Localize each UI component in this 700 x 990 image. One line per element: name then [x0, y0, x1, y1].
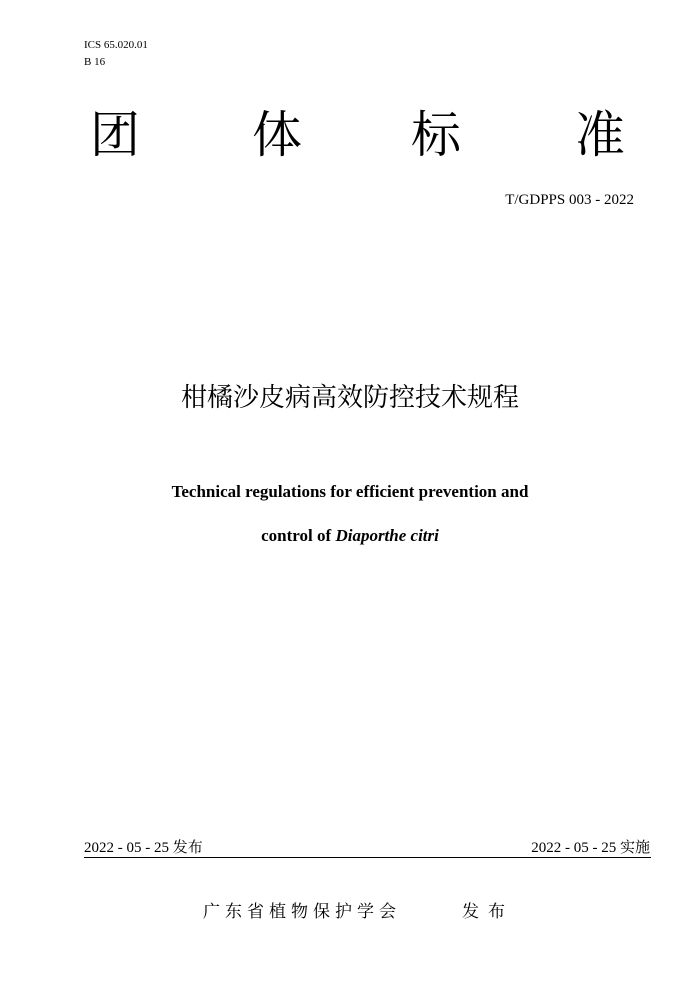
- standard-type-char: 团: [90, 106, 140, 164]
- standard-number: T/GDPPS 003 - 2022: [505, 192, 634, 208]
- english-title-prefix: control of: [261, 526, 336, 545]
- publisher-name: 广东省植物保护学会: [203, 902, 401, 922]
- classification-code: B 16: [84, 56, 106, 68]
- english-title-species: Diaporthe citri: [335, 526, 439, 545]
- issue-date: 2022 - 05 - 25 发布: [84, 840, 203, 856]
- english-title-line-2: [0, 525, 700, 547]
- standard-type-char: 标: [411, 106, 461, 164]
- standard-type-char: 准: [575, 106, 625, 164]
- ics-code: ICS 65.020.01: [84, 39, 148, 51]
- chinese-title: 柑橘沙皮病高效防控技术规程: [180, 383, 519, 413]
- standard-type-char: 体: [252, 106, 302, 164]
- publish-label: 发布: [462, 902, 514, 922]
- english-title-line-1: Technical regulations for efficient prevention and: [171, 482, 529, 501]
- standard-type-heading: [0, 104, 700, 168]
- divider-line: [84, 857, 651, 858]
- implementation-date: 2022 - 05 - 25 实施: [531, 840, 650, 856]
